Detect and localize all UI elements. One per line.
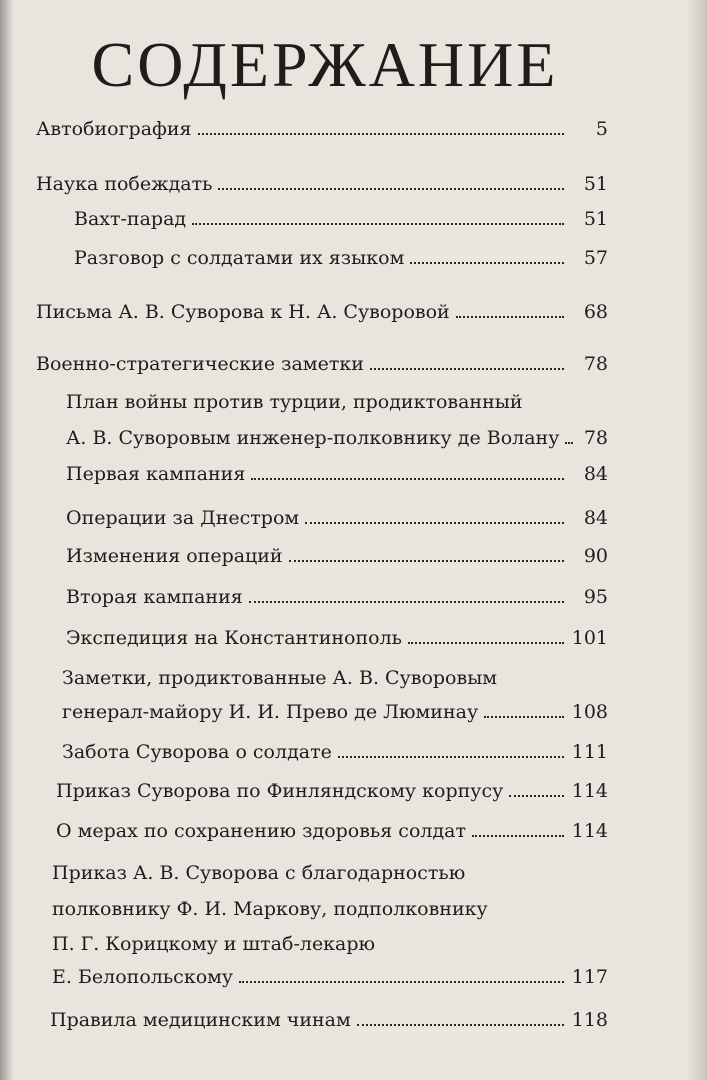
toc-entry-ekspeditsiya [66,623,608,653]
toc-entry-vakht [74,204,608,234]
page-number: 101 [571,627,608,649]
toc-entry-vtoraya [66,582,608,612]
page-number: 114 [571,780,608,802]
dot-leader [410,262,564,264]
toc-entry-pravila [50,1005,608,1035]
toc-entry-razgovor [74,243,608,273]
toc-entry-nauka [36,169,608,199]
entry-title: Автобиография [36,118,192,140]
dot-leader [456,316,564,318]
toc-entry-zametki-line1: Заметки, продиктованные А. В. Суворовым [62,667,498,689]
page-number: 5 [595,118,608,140]
entry-title: Правила медицинским чинам [50,1009,351,1031]
dot-leader [251,478,564,480]
entry-title: Разговор с солдатами их языком [74,247,405,269]
page-number: 90 [583,545,608,567]
page-number: 51 [583,208,608,230]
toc-entry-izmeneniya [66,541,608,571]
page-number: 111 [571,741,608,763]
entry-title: Вторая кампания [66,586,243,608]
toc-entry-avtobiografiya [36,114,608,144]
dot-leader [192,223,564,225]
dot-leader [338,756,564,758]
toc-entry-pervaya [66,459,608,489]
page-number: 117 [571,966,608,988]
page-number: 78 [583,427,608,449]
toc-entry-prikaz-fin [56,776,608,806]
toc-entry-prikaz-blag [52,962,608,992]
page-number: 68 [583,301,608,323]
toc-entry-zabota [62,737,608,767]
dot-leader [239,981,564,983]
page-number: 108 [571,701,608,723]
entry-title: О мерах по сохранению здоровья солдат [56,820,466,842]
dot-leader [370,368,564,370]
page-title: СОДЕРЖАНИЕ [91,29,559,100]
page-gutter-shadow [0,0,14,1080]
page-number: 51 [583,173,608,195]
dot-leader [472,835,564,837]
entry-title: Экспедиция на Константинополь [66,627,403,649]
dot-leader [198,133,564,135]
toc-entry-voenno [36,349,608,379]
entry-title: А. В. Суворовым инженер-полковнику де Волану [66,427,560,449]
toc-entry-prikaz-blag-line1: Приказ А. В. Суворова с благодарностью [52,862,466,884]
page-number: 95 [583,586,608,608]
dot-leader [357,1024,564,1026]
toc-entry-prikaz-blag-line2: полковнику Ф. И. Маркову, подполковнику [52,898,488,920]
entry-title: Изменения операций [66,545,283,567]
entry-title: Е. Белопольскому [52,966,234,988]
toc-entry-operatsii [66,503,608,533]
toc-entry-pisma [36,297,608,327]
entry-title: Забота Суворова о солдате [62,741,332,763]
toc-entry-o-merakh [56,816,608,846]
entry-title: Первая кампания [66,463,246,485]
dot-leader [305,522,564,524]
toc-entry-plan [66,423,608,453]
page-number: 78 [583,353,608,375]
dot-leader [565,442,573,444]
entry-title: Наука побеждать [36,173,213,195]
page-number: 114 [571,820,608,842]
page-number: 57 [583,247,608,269]
entry-title: Приказ Суворова по Финляндскому корпусу [56,780,504,802]
toc-entry-prikaz-blag-line3: П. Г. Корицкому и штаб-лекарю [52,933,376,955]
entry-title: Вахт-парад [74,208,187,230]
entry-title: Военно-стратегические заметки [36,353,364,375]
entry-title: генерал-майору И. И. Прево де Люминау [62,701,479,723]
page-number: 84 [583,463,608,485]
entry-title: Письма А. В. Суворова к Н. А. Суворовой [36,301,450,323]
toc-entry-zametki [62,697,608,727]
dot-leader [408,642,564,644]
dot-leader [509,795,564,797]
page-number: 118 [571,1009,608,1031]
entry-title: Операции за Днестром [66,507,300,529]
toc-entry-plan-line1: План войны против турции, продиктованный [66,391,523,413]
dot-leader [289,560,564,562]
dot-leader [249,601,564,603]
dot-leader [218,188,564,190]
dot-leader [484,716,564,718]
page-number: 84 [583,507,608,529]
page-edge-shadow [687,0,707,1080]
